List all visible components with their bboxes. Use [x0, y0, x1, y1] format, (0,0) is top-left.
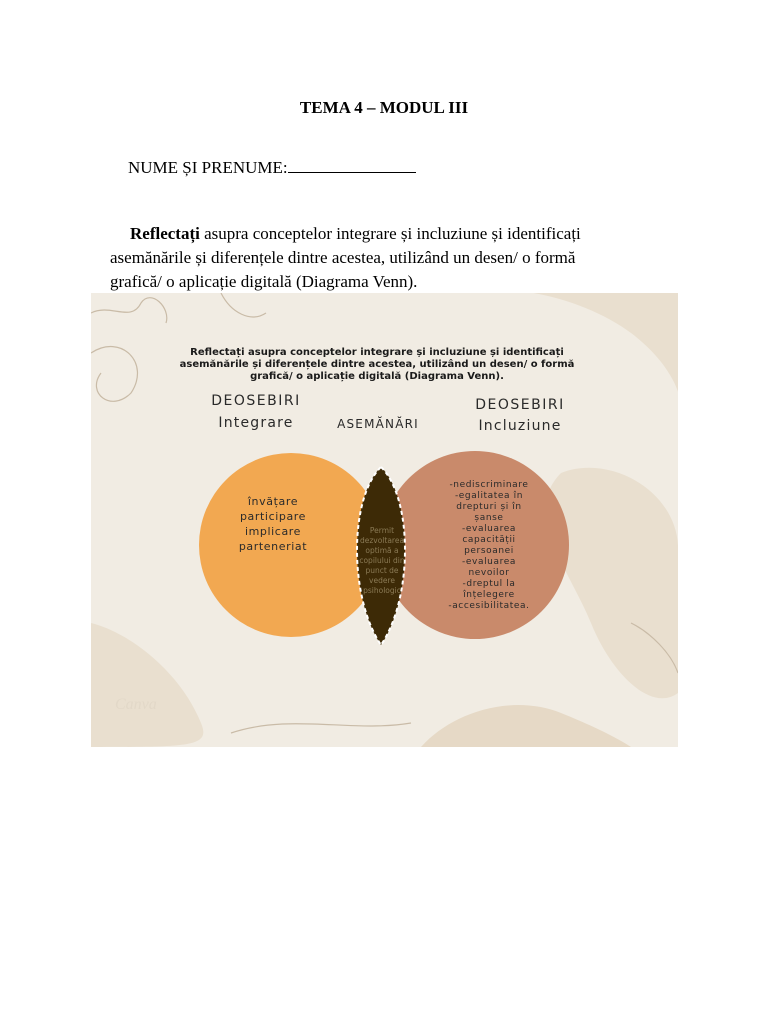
right-item: nevoilor — [468, 568, 510, 578]
name-blank — [288, 156, 416, 173]
document-title: TEMA 4 – MODUL III — [299, 98, 469, 117]
middle-item: copilului din — [359, 556, 405, 565]
middle-item: vedere — [369, 576, 395, 585]
right-item: șanse — [474, 513, 504, 523]
name-label: NUME ȘI PRENUME: — [128, 158, 288, 177]
diagram-heading-line-1: Reflectați asupra conceptelor integrare și incluziune și identificați — [190, 347, 564, 358]
middle-item: psihologic — [363, 586, 401, 595]
right-item: înțelegere — [463, 590, 515, 600]
task-bold: Reflectați — [130, 224, 200, 243]
left-item: parteneriat — [238, 540, 308, 553]
right-item: -accesibilitatea. — [448, 601, 530, 611]
right-item: -evaluarea — [462, 524, 516, 534]
right-item: persoanei — [464, 546, 514, 556]
right-item: -dreptul la — [462, 579, 516, 589]
swirl-bottom — [231, 723, 411, 733]
right-item: -nediscriminare — [449, 480, 529, 490]
swirl-top-left — [91, 298, 167, 323]
right-item: capacității — [462, 535, 516, 545]
venn-diagram — [91, 293, 678, 747]
task-text: asupra conceptelor integrare și incluziune și identificați asemănările și diferențele dintre acestea, utilizând un desen/ o formă grafică/ o aplicație digitală (Diagrama Venn). — [110, 224, 581, 291]
blob-bottom-right — [421, 705, 631, 747]
diagram-heading-line-2: asemănările și diferențele dintre acestea, utilizând un desen/ o formă — [179, 359, 575, 370]
canva-watermark: Canva — [115, 696, 157, 713]
right-subheading: Incluziune — [478, 418, 562, 434]
right-heading: DEOSEBIRI — [475, 397, 565, 413]
middle-item: dezvoltarea — [359, 536, 405, 545]
name-field-line — [128, 156, 416, 178]
left-item: învățare — [247, 495, 299, 508]
task-paragraph — [110, 222, 610, 294]
left-item: participare — [239, 510, 307, 523]
venn-figure — [91, 293, 678, 747]
middle-item: Permit — [369, 526, 395, 535]
middle-item: punct de — [365, 566, 399, 575]
swirl-left — [91, 347, 137, 402]
swirl-top — [221, 293, 266, 317]
right-item: -egalitatea în — [454, 491, 524, 501]
left-item: implicare — [244, 525, 302, 538]
middle-item: optimă a — [365, 546, 399, 555]
left-heading: DEOSEBIRI — [211, 393, 301, 409]
diagram-heading-line-3: grafică/ o aplicație digitală (Diagrama Venn). — [250, 371, 504, 382]
right-item: drepturi și în — [456, 502, 522, 512]
right-item: -evaluarea — [462, 557, 516, 567]
left-subheading: Integrare — [218, 415, 294, 431]
middle-heading: ASEMĂNĂRI — [337, 417, 419, 431]
blob-right — [546, 468, 678, 698]
blob-bottom-left — [91, 623, 203, 747]
